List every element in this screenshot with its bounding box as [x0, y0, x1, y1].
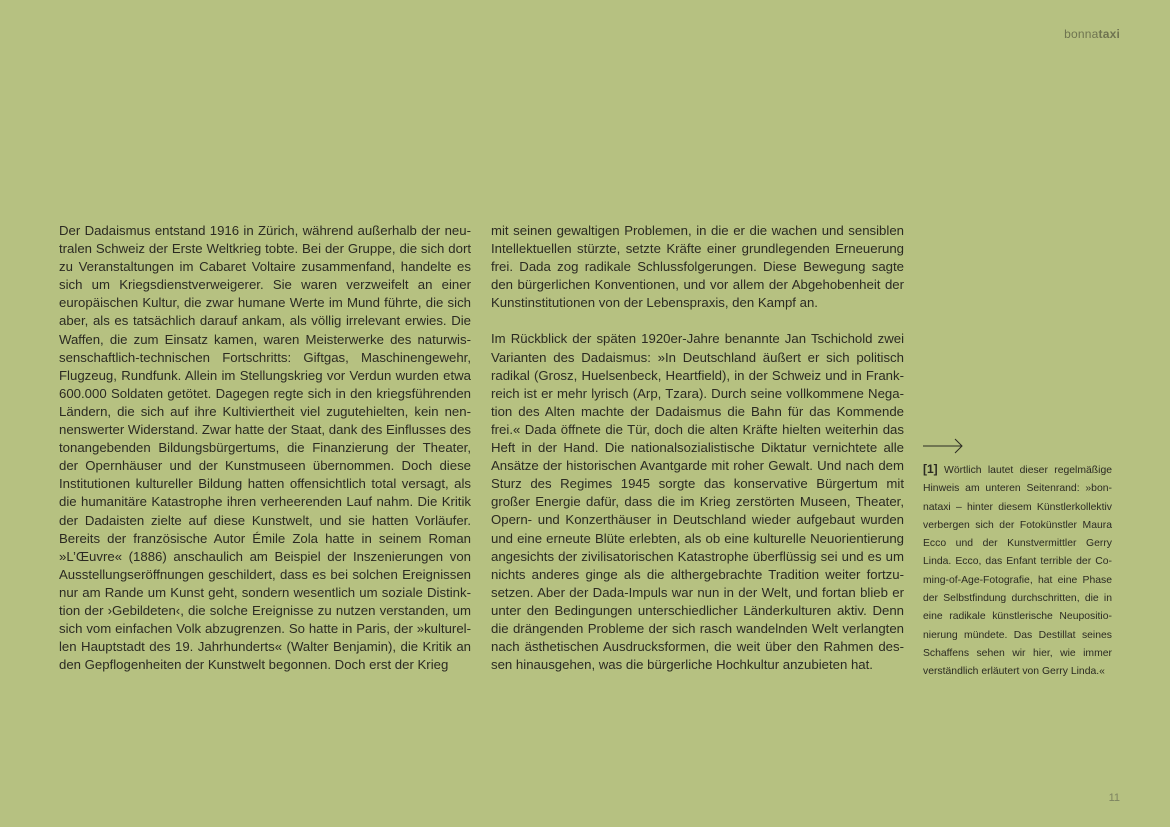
- footnote-ref: [1]: [923, 462, 938, 476]
- paragraph: Im Rückblick der späten 1920er-Jahre benannte Jan Tschichold zwei Varianten des Dadaismus: »In Deutschland äußert er sich politisch radikal (Grosz, Huelsenbeck, Heartfield), in der Schweiz und in Frankreich ist er mehr lyrisch (Arp, Tzara). Durch seine vollkommene Negation des Alten machte der Dadaismus die Bahn für das Kommende frei.« Dada öffnete die Tür, doch die alten Kräfte hielten weiterhin das Heft in der Hand. Die nationalsozialistische Diktatur vernichtete alle Ansätze der historischen Avantgarde mit roher Gewalt. Und nach dem Sturz des Regimes 1945 sorgte das konservative Bürgertum mit großer Energie dafür, dass die im Krieg zerstörten Museen, Theater, Opern- und Konzerthäuser in Deutschland wieder aufgebaut wurden und eine erneute Blüte erlebten, als ob eine kulturelle Neuorientierung angesichts der zivilisatorischen Katastrophe überflüssig sei und es um nichts anderes ginge als die althergebrachte Tradition weiter fortzusetzen. Aber der Dada-Impuls war nun in der Welt, und fortan blieb er unter den Bedingungen unterschiedlicher Länderkulturen aktiv. Denn die drängenden Probleme der sich rasch wandelnden Welt verlangten nach ästhetischen Ausdrucksformen, die weit über den Rahmen dessen hinausgehen, was die bürgerliche Hochkultur anzubieten hat.: [491, 331, 904, 673]
- text-column-1: [59, 222, 471, 674]
- arrow-right-icon: [923, 437, 965, 455]
- brand-bold: taxi: [1098, 27, 1120, 41]
- footnote: [923, 460, 1112, 682]
- brand-light: bonna: [1064, 27, 1099, 41]
- paragraph: mit seinen gewaltigen Problemen, in die er die wachen und sensiblen Intellektuellen stürzte, setzte Kräfte einer grundlegenden Erneuerung frei. Dada zog radikale Schlussfolgerungen. Diese Bewegung sagte den bürgerlichen Konventionen, und vor allem der Abgehobenheit der Kunstinstitutionen von der Lebenspraxis, den Kampf an.: [491, 223, 904, 311]
- page-number: 11: [1108, 792, 1120, 804]
- paragraph: Der Dadaismus entstand 1916 in Zürich, während außerhalb der neutralen Schweiz der Erste Weltkrieg tobte. Bei der Gruppe, die sich dort zu Veranstaltungen im Cabaret Voltaire zusammenfand, handelte es sich um Kriegsdienstverweigerer. Sie waren verzweifelt an einer europäischen Kultur, die zwar humane Werte im Mund führte, die sich aber, als es tatsächlich darauf ankam, als völlig irrelevant erwies. Die Waffen, die zum Einsatz kamen, waren Meisterwerke des naturwissenschaftlich-technischen Fortschritts: Giftgas, Maschinengewehr, Flugzeug, Rundfunk. Allein im Stellungskrieg vor Verdun wurden etwa 600.000 Soldaten getötet. Dagegen regte sich in den kriegsführenden Ländern, die sich auf ihre Kultiviertheit viel zugutehielten, kein nennenswerter Widerstand. Zwar hatte der Staat, dank des Einflusses des tonangebenden Bildungsbürgertums, die Finanzierung der Theater, der Opernhäuser und der Kunstmuseen übernommen. Doch diese Institutionen kultureller Bildung hatten offensichtlich total versagt, als die humanitäre Katastrophe ihren verheerenden Lauf nahm. Die Kritik der Dadaisten zielte auf diese Kunstwelt, und sie hatten Vorläufer. Bereits der französische Autor Émile Zola hatte in seinem Roman »L’Œuvre« (1886) anschaulich am Beispiel der Inszenierungen von Ausstellungseröffnungen geschildert, dass es bei solchen Ereignissen nur am Rande um Kunst geht, sondern wesentlich um soziale Distinktion der ›Gebildeten‹, die solche Ereignisse zu nutzen verstanden, um sich vom einfachen Volk abzugrenzen. So hatte in Paris, der »kulturellen Hauptstadt des 19. Jahrhunderts« (Walter Benjamin), die Kritik an den Gepflogenheiten der Kunstwelt begonnen. Doch erst der Krieg: [59, 223, 471, 673]
- text-column-2: [491, 222, 904, 674]
- brand-logo: [1064, 27, 1120, 41]
- footnote-text: Wörtlich lautet dieser regelmäßige Hinweis am unteren Seitenrand: »bonnataxi – hinter diesem Künstlerkollektiv verbergen sich der Fotokünstler Maura Ecco und der Kunstvermittler Gerry Linda. Ecco, das Enfant terrible der Coming-of-Age-Fotografie, hat eine Phase der Selbstfindung durchschritten, die in eine radikale künstlerische Neupositionierung mündete. Das Destillat seines Schaffens sehen wir hier, wie immer verständlich erläutert von Gerry Linda.«: [923, 465, 1113, 678]
